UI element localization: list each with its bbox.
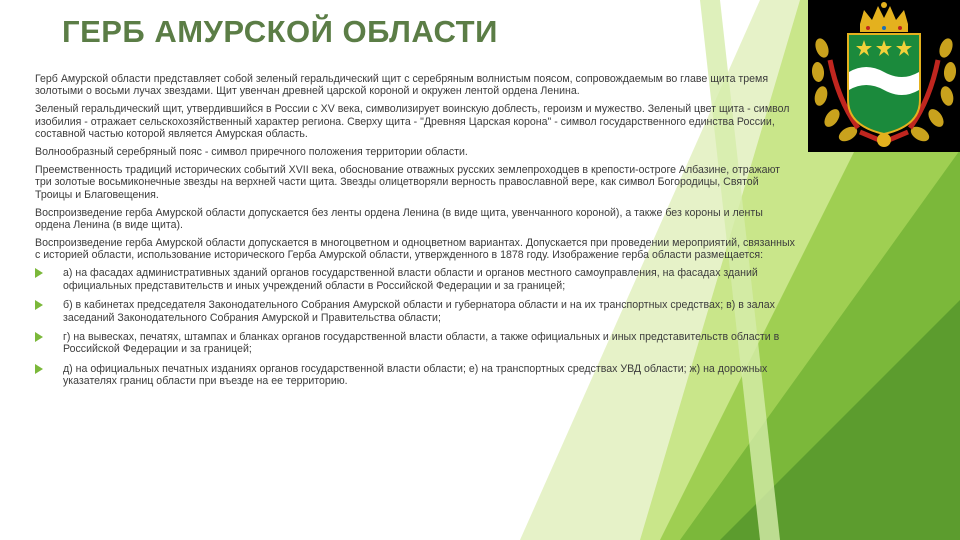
- slide-body: [35, 73, 795, 395]
- paragraph: Зеленый геральдический щит, утвердившийся в России с XV века, символизирует воинскую доблесть, героизм и мужество. Зеленый цвет щита - символ изобилия - отражает сельскохозяйственный характер региона. Сверху щита - "Древняя Царская корона" - символ государственного единства России, составной частью которой является Амурская область.: [35, 103, 790, 141]
- list-item-text: а) на фасадах административных зданий органов государственной власти области и органов местного самоуправления, на фасадах зданий официальных представительств и иных учреждений области в Российской Федерации и за границей;: [63, 267, 758, 292]
- list-item-text: д) на официальных печатных изданиях органов государственной власти области; е) на транспортных средствах УВД области; ж) на дорожных указателях границ области при въезде на ее территорию.: [63, 362, 768, 388]
- arrow-bullet-icon: [35, 364, 43, 374]
- list-item: [35, 267, 795, 292]
- slide-title: ГЕРБ АМУРСКОЙ ОБЛАСТИ: [62, 14, 498, 49]
- paragraph: Волнообразный серебряный пояс - символ приречного положения территории области.: [35, 146, 468, 159]
- list-item-text: г) на вывесках, печатях, штампах и бланках органов государственной власти области, а также официальных и иных представительств области в Российской Федерации и за границей;: [63, 330, 780, 356]
- arrow-bullet-icon: [35, 332, 43, 342]
- paragraph: Преемственность традиций исторических событий XVII века, обоснование отважных русских землепроходцев в крепости-остроге Албазине, отражают три золотые восьмиконечные звезды на верхней части щита. Звезды олицетворяли верность православной вере, как символ Богородицы, Святой Троицы и Благовещения.: [35, 163, 781, 201]
- amur-oblast-coat-of-arms-icon: [808, 0, 960, 152]
- paragraph: Воспроизведение герба Амурской области допускается без ленты ордена Ленина (в виде щита, увенчанного короной), а также без короны и ленты ордена Ленина (в виде щита).: [35, 206, 763, 232]
- arrow-bullet-icon: [35, 268, 43, 278]
- list-item: [35, 331, 795, 356]
- bullet-list: [35, 267, 795, 387]
- paragraph: Воспроизведение герба Амурской области допускается в многоцветном и одноцветном вариантах. Допускается при проведении мероприятий, связанных с историей области, использование исторического Герба Амурской области, утвержденного в 1878 году. Изображение герба области размещается:: [35, 236, 795, 262]
- arrow-bullet-icon: [35, 300, 43, 310]
- list-item-text: б) в кабинетах председателя Законодательного Собрания Амурской области и губернатора области и на их транспортных средствах; в) в залах заседаний Законодательного Собрания Амурской и Правительства области;: [63, 299, 775, 324]
- paragraph: Герб Амурской области представляет собой зеленый геральдический щит с серебряным волнистым поясом, сопровождаемым во главе щита тремя золотыми о восьми лучах звездами. Щит увенчан древней царской короной и окружен лентой ордена Ленина.: [35, 73, 769, 98]
- list-item: [35, 363, 795, 388]
- list-item: [35, 299, 795, 324]
